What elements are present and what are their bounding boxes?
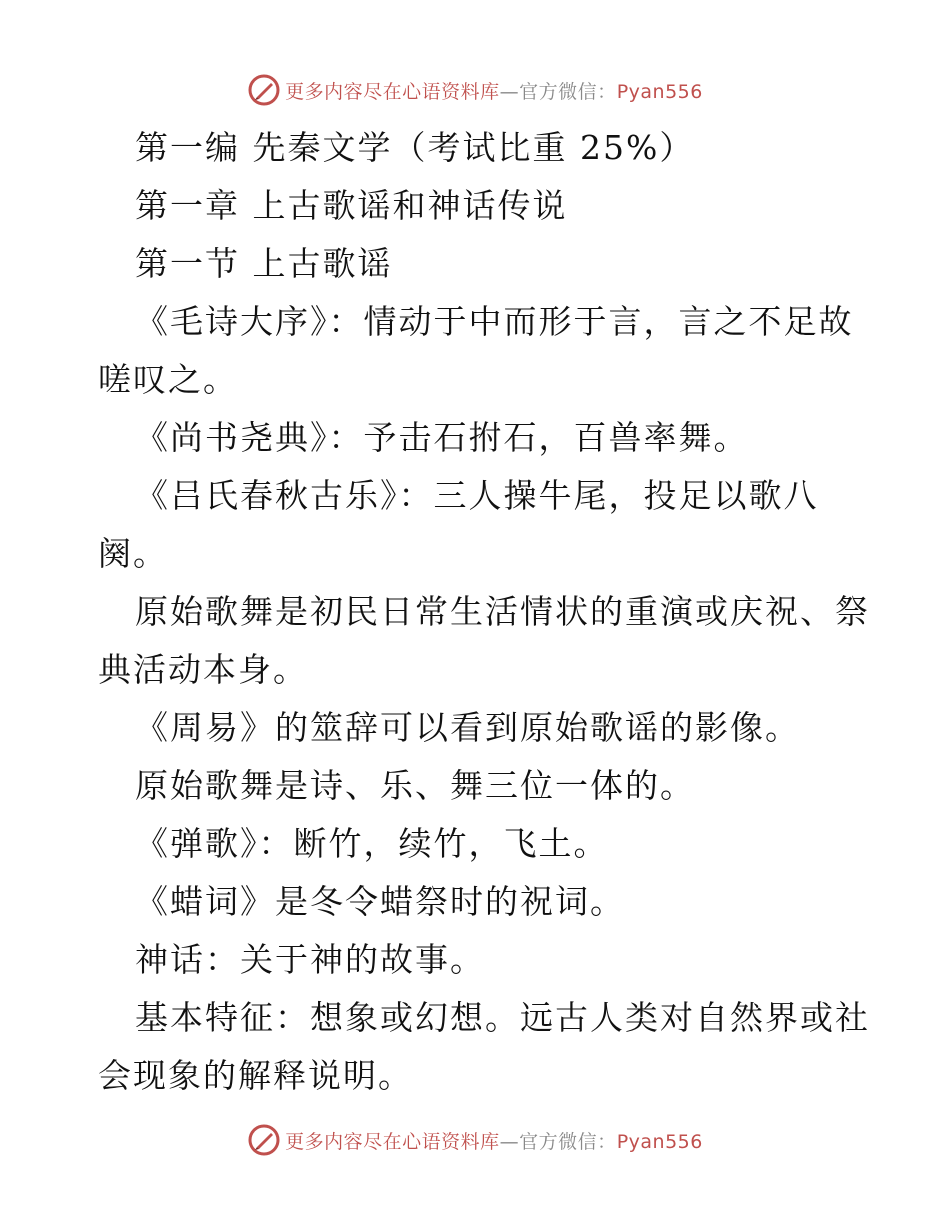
paragraph: 基本特征：想象或幻想。远古人类对自然界或社 <box>135 998 870 1037</box>
paragraph: 《弹歌》：断竹，续竹，飞土。 <box>135 824 609 863</box>
paragraph-continuation: 嗟叹之。 <box>98 360 238 399</box>
footer-banner <box>0 1120 950 1160</box>
paragraph: 《毛诗大序》：情动于中而形于言，言之不足故 <box>135 302 854 341</box>
banner-text: 更多内容尽在心语资料库—官方微信：Pyan556 <box>285 1130 703 1153</box>
paragraph: 原始歌舞是初民日常生活情状的重演或庆祝、祭 <box>135 592 870 631</box>
paragraph-continuation: 会现象的解释说明。 <box>98 1056 413 1095</box>
banner-text: 更多内容尽在心语资料库—官方微信：Pyan556 <box>285 80 703 103</box>
paragraph: 原始歌舞是诗、乐、舞三位一体的。 <box>135 766 695 805</box>
paragraph: 《尚书尧典》：予击石拊石，百兽率舞。 <box>135 418 749 457</box>
part-heading: 第一编 先秦文学（考试比重 25%） <box>135 128 695 167</box>
section-heading: 第一节 上古歌谣 <box>135 244 393 283</box>
paragraph-continuation: 典活动本身。 <box>98 650 308 689</box>
paragraph: 《吕氏春秋古乐》：三人操牛尾，投足以歌八 <box>135 476 819 515</box>
paragraph: 神话：关于神的故事。 <box>135 940 485 979</box>
paragraph: 《蜡词》是冬令蜡祭时的祝词。 <box>135 882 625 921</box>
header-banner <box>0 70 950 110</box>
paragraph-continuation: 阕。 <box>98 534 168 573</box>
paragraph: 《周易》的筮辞可以看到原始歌谣的影像。 <box>135 708 800 747</box>
chapter-heading: 第一章 上古歌谣和神话传说 <box>135 186 568 225</box>
pen-logo-icon <box>247 73 281 107</box>
pen-logo-icon <box>247 1123 281 1157</box>
